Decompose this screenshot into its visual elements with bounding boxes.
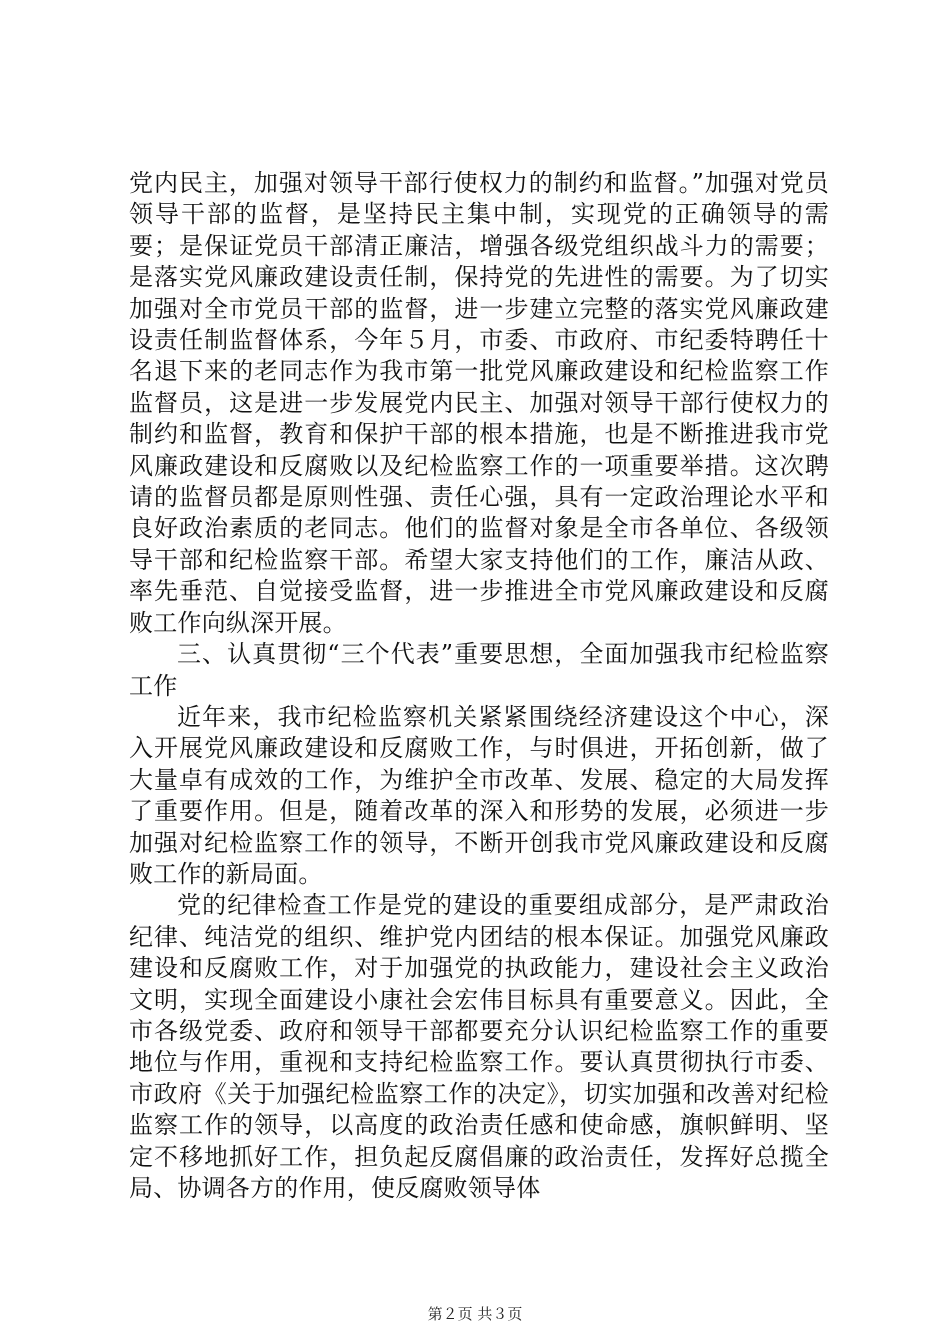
page-number-footer: 第２页 共３页	[427, 1305, 523, 1323]
body-text	[129, 168, 829, 1204]
paragraph-4: 党的纪律检查工作是党的建设的重要组成部分，是严肃政治纪律、纯洁党的组织、维护党内团结的根本保证。加强党风廉政建设和反腐败工作，对于加强党的执政能力，建设社会主义政治文明，实现全面建设小康社会宏伟目标具有重要意义。因此，全市各级党委、政府和领导干部都要充分认识纪检监察工作的重要地位与作用，重视和支持纪检监察工作。要认真贯彻执行市委、市政府《关于加强纪检监察工作的决定》，切实加强和改善对纪检监察工作的领导，以高度的政治责任感和使命感，旗帜鲜明、坚定不移地抓好工作，担负起反腐倡廉的政治责任，发挥好总揽全局、协调各方的作用，使反腐败领导体	[129, 891, 829, 1202]
paragraph-3: 近年来，我市纪检监察机关紧紧围绕经济建设这个中心，深入开展党风廉政建设和反腐败工作，与时俱进，开拓创新，做了大量卓有成效的工作，为维护全市改革、发展、稳定的大局发挥了重要作用。但是，随着改革的深入和形势的发展，必须进一步加强对纪检监察工作的领导，不断开创我市党风廉政建设和反腐败工作的新局面。	[129, 702, 829, 888]
paragraph-1: 党内民主，加强对领导干部行使权力的制约和监督。”加强对党员领导干部的监督，是坚持民主集中制，实现党的正确领导的需要；是保证党员干部清正廉洁，增强各级党组织战斗力的需要；是落实党风廉政建设责任制，保持党的先进性的需要。为了切实加强对全市党员干部的监督，进一步建立完整的落实党风廉政建设责任制监督体系，今年５月，市委、市政府、市纪委特聘任十名退下来的老同志作为我市第一批党风廉政建设和纪检监察工作监督员，这是进一步发展党内民主、加强对领导干部行使权力的制约和监督，教育和保护干部的根本措施，也是不断推进我市党风廉政建设和反腐败以及纪检监察工作的一项重要举措。这次聘请的监督员都是原则性强、责任心强，具有一定政治理论水平和良好政治素质的老同志。他们的监督对象是全市各单位、各级领导干部和纪检监察干部。希望大家支持他们的工作，廉洁从政、率先垂范、自觉接受监督，进一步推进全市党风廉政建设和反腐败工作向纵深开展。	[129, 169, 829, 637]
section-heading-3: 三、认真贯彻“三个代表”重要思想，全面加强我市纪检监察工作	[129, 640, 829, 700]
